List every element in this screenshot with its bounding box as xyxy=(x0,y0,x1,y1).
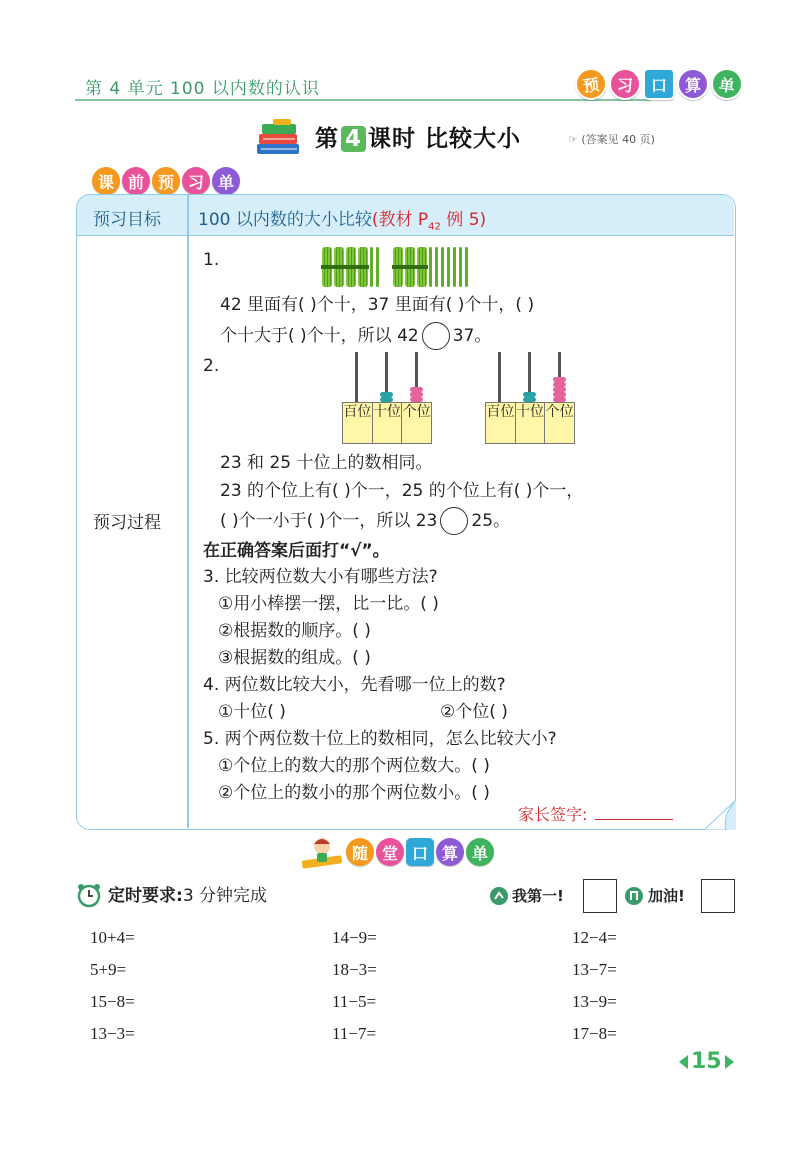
q3-option[interactable]: ③根据数的组成。( ) xyxy=(218,648,371,668)
stick-bundle xyxy=(405,247,415,287)
compare-circle[interactable] xyxy=(440,507,468,535)
preview-tag xyxy=(92,167,240,195)
parent-signature[interactable] xyxy=(518,800,673,830)
exercise[interactable]: 12−4= xyxy=(572,928,617,947)
lesson-title xyxy=(315,120,521,153)
q2-line3 xyxy=(220,506,510,536)
unit-header: 第 4 单元 100 以内数的认识 xyxy=(85,79,320,99)
stick xyxy=(447,247,450,287)
timer-value: 3 分钟完成 xyxy=(182,886,268,906)
page-curl-icon xyxy=(704,800,736,834)
exercise[interactable]: 5+9= xyxy=(90,960,127,979)
exercise[interactable]: 18−3= xyxy=(332,960,377,979)
exercise[interactable]: 14−9= xyxy=(332,928,377,947)
q5-option[interactable]: ①个位上的数大的那个两位数大。( ) xyxy=(218,756,490,776)
tag-char: 单 xyxy=(466,838,494,866)
abacus-label: 十位 xyxy=(516,403,546,443)
runner-icon xyxy=(489,886,509,910)
stick xyxy=(435,247,438,287)
badge-char: 习 xyxy=(609,68,641,100)
q2-number: 2. xyxy=(203,356,220,376)
q4-option[interactable]: ①十位( ) xyxy=(218,702,286,722)
abacus-label: 百位 xyxy=(343,403,373,443)
q5-option[interactable]: ②个位上的数小的那个两位数小。( ) xyxy=(218,783,490,803)
exercise[interactable]: 11−7= xyxy=(332,1024,377,1043)
stick xyxy=(429,247,432,287)
books-icon xyxy=(253,118,303,160)
tag-char: 口 xyxy=(406,838,434,866)
parent-sign-label: 家长签字: xyxy=(518,805,588,824)
stick-bundle xyxy=(358,247,368,287)
page-number-text: 15 xyxy=(691,1049,722,1074)
timer-label: 定时要求: xyxy=(108,886,183,906)
triangle-right-icon xyxy=(725,1055,734,1069)
tag-char: 堂 xyxy=(376,838,404,866)
q2-line3-text: ( )个一小于( )个一，所以 23 xyxy=(220,511,438,531)
stick-bundle xyxy=(417,247,427,287)
q1-line2 xyxy=(220,321,491,351)
stick xyxy=(376,247,379,287)
signature-line[interactable] xyxy=(595,819,673,820)
lesson-name: 课时 比较大小 xyxy=(368,126,522,152)
stick xyxy=(441,247,444,287)
practice-tag xyxy=(346,838,494,866)
exercise[interactable]: 11−5= xyxy=(332,992,377,1011)
abacus-label: 个位 xyxy=(545,403,574,443)
header-divider xyxy=(75,99,650,101)
q3-option[interactable]: ②根据数的顺序。( ) xyxy=(218,621,371,641)
goal-ref: (教材 P xyxy=(371,210,429,230)
badge-char: 单 xyxy=(709,66,745,102)
header-badge xyxy=(575,68,743,100)
cheer-icon xyxy=(624,886,644,910)
column-divider xyxy=(187,195,189,828)
tag-char: 单 xyxy=(212,167,240,195)
answer-reference: ☞ (答案见 40 页) xyxy=(568,133,655,146)
badge-char: 口 xyxy=(643,68,675,100)
exercise[interactable]: 17−8= xyxy=(572,1024,617,1043)
tag-char: 随 xyxy=(346,838,374,866)
q2-line2: 23 的个位上有( )个一，25 的个位上有( )个一， xyxy=(220,481,584,501)
exercise[interactable]: 13−7= xyxy=(572,960,617,979)
tag-char: 前 xyxy=(122,167,150,195)
q5-stem: 5. 两个两位数十位上的数相同，怎么比较大小? xyxy=(203,729,557,749)
sticks-illustration xyxy=(322,247,471,287)
exercise[interactable]: 13−3= xyxy=(90,1024,135,1043)
abacus-label: 十位 xyxy=(373,403,403,443)
cheer-label: 加油! xyxy=(648,887,685,905)
stick xyxy=(370,247,373,287)
abacus-label: 百位 xyxy=(486,403,516,443)
goal-label: 预习目标 xyxy=(93,210,161,230)
lesson-prefix: 第 xyxy=(315,126,339,152)
exercise[interactable]: 10+4= xyxy=(90,928,135,947)
abacus-25 xyxy=(485,352,575,444)
q1-line2-end: 37。 xyxy=(452,326,492,346)
triangle-left-icon xyxy=(679,1055,688,1069)
lesson-number: 4 xyxy=(341,126,366,152)
tag-char: 预 xyxy=(152,167,180,195)
exercise[interactable]: 15−8= xyxy=(90,992,135,1011)
tag-char: 习 xyxy=(182,167,210,195)
compare-circle[interactable] xyxy=(422,322,450,350)
stick-bundle xyxy=(346,247,356,287)
q3-option[interactable]: ①用小棒摆一摆，比一比。( ) xyxy=(218,594,439,614)
first-checkbox[interactable] xyxy=(583,879,617,913)
goal-topic: 100 以内数的大小比较 xyxy=(198,210,372,230)
exercise[interactable]: 13−9= xyxy=(572,992,617,1011)
q1-line1: 42 里面有( )个十，37 里面有( )个十，( ) xyxy=(220,295,535,315)
stick xyxy=(465,247,468,287)
alarm-clock-icon xyxy=(76,882,102,912)
goal-text xyxy=(198,205,486,232)
goal-ref-page: 42 xyxy=(428,221,441,233)
first-label: 我第一! xyxy=(512,887,564,905)
stick-bundle xyxy=(322,247,332,287)
badge-char: 算 xyxy=(677,68,709,100)
q2-line3-end: 25。 xyxy=(471,511,511,531)
q1-line2-text: 个十大于( )个十，所以 42 xyxy=(220,326,419,346)
q3-stem: 3. 比较两位数大小有哪些方法? xyxy=(203,567,438,587)
page-number xyxy=(679,1049,734,1074)
stick-bundle xyxy=(393,247,403,287)
q4-option[interactable]: ②个位( ) xyxy=(440,702,508,722)
process-label: 预习过程 xyxy=(93,513,161,533)
cheer-checkbox[interactable] xyxy=(701,879,735,913)
timer-requirement xyxy=(108,881,267,911)
stick-bundle xyxy=(334,247,344,287)
abacus-23 xyxy=(342,352,432,444)
abacus-label: 个位 xyxy=(402,403,431,443)
goal-ref-example: 例 5) xyxy=(440,210,487,230)
stick xyxy=(453,247,456,287)
q1-number: 1. xyxy=(203,250,220,270)
q2-line1: 23 和 25 十位上的数相同。 xyxy=(220,453,433,473)
stick xyxy=(459,247,462,287)
q4-stem: 4. 两位数比较大小，先看哪一位上的数? xyxy=(203,675,506,695)
instruction: 在正确答案后面打“√”。 xyxy=(203,541,390,561)
badge-char: 预 xyxy=(573,66,609,102)
kid-pencil-icon xyxy=(300,836,346,874)
tag-char: 算 xyxy=(436,838,464,866)
tag-char: 课 xyxy=(92,167,120,195)
